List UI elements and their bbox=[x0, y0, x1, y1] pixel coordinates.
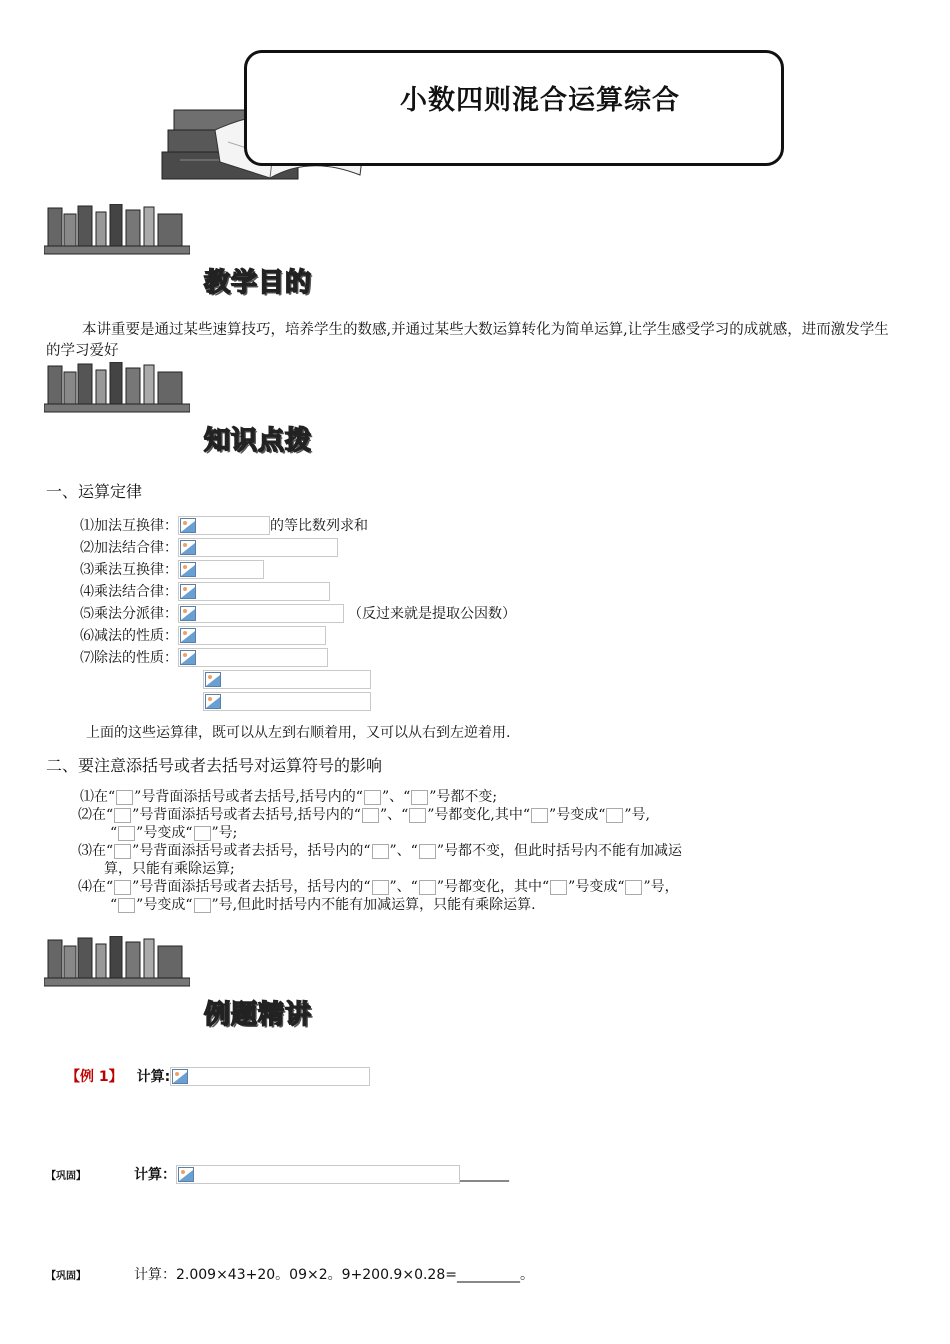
laws-note: 上面的这些运算律，既可以从左到右顺着用，又可以从右到左逆着用. bbox=[86, 725, 511, 741]
example-prompt: 计算: bbox=[136, 1069, 171, 1085]
symbol-image-icon bbox=[194, 826, 211, 841]
symbol-image-icon bbox=[372, 880, 389, 895]
broken-image-icon bbox=[180, 518, 196, 533]
formula-image bbox=[178, 516, 270, 535]
part2-heading: 二、要注意添括号或者去括号对运算符号的影响 bbox=[46, 756, 383, 775]
consolidation-tag: 【巩固】 bbox=[46, 1270, 86, 1282]
symbol-image-icon bbox=[606, 808, 623, 823]
symbol-image-icon bbox=[114, 880, 131, 895]
formula-image bbox=[178, 582, 330, 601]
symbol-image-icon bbox=[114, 808, 131, 823]
rule-4: ⑷在“ ”号背面添括号或者去括号，括号内的“ ”、“ ”号都变化，其中“ ”号变成“ ”号， bbox=[78, 879, 679, 895]
broken-image-icon bbox=[180, 606, 196, 621]
symbol-image-icon bbox=[411, 790, 428, 805]
symbol-image-icon bbox=[550, 880, 567, 895]
shelf-books-icon bbox=[44, 362, 190, 414]
broken-image-icon bbox=[172, 1069, 188, 1084]
law-row: ⑹减法的性质： bbox=[80, 624, 516, 646]
consolidation-tag: 【巩固】 bbox=[46, 1170, 86, 1182]
formula-image bbox=[178, 538, 338, 557]
part1-heading: 一、运算定律 bbox=[46, 482, 143, 501]
formula-image bbox=[176, 1165, 460, 1184]
consolidation-2 bbox=[46, 1264, 534, 1284]
rule-3-cont: 算，只能有乘除运算; bbox=[104, 861, 235, 877]
law-row: ⑺除法的性质： bbox=[80, 646, 516, 668]
formula-image bbox=[178, 626, 326, 645]
law-row: ⑵加法结合律： bbox=[80, 536, 516, 558]
broken-image-icon bbox=[180, 540, 196, 555]
answer-blank[interactable]: _______ bbox=[460, 1166, 509, 1182]
symbol-image-icon bbox=[362, 808, 379, 823]
rule-3: ⑶在“ ”号背面添括号或者去括号，括号内的“ ”、“ ”号都不变，但此时括号内不能有加减运 bbox=[78, 843, 682, 859]
example-1 bbox=[66, 1066, 370, 1086]
section-heading-examples: 例题精讲 bbox=[204, 1000, 313, 1030]
law-row bbox=[80, 668, 516, 690]
symbol-image-icon bbox=[531, 808, 548, 823]
rule-2: ⑵在“ ”号背面添括号或者去括号,括号内的“ ”、“ ”号都变化,其中“ ”号变成“ ”号, bbox=[78, 807, 650, 823]
law-row bbox=[80, 690, 516, 712]
rule-4-cont: “ ”号变成“ ”号,但此时括号内不能有加减运算，只能有乘除运算. bbox=[110, 897, 536, 913]
symbol-image-icon bbox=[409, 808, 426, 823]
section-heading-knowledge: 知识点拨 bbox=[204, 426, 313, 456]
law-row: ⑷乘法结合律： bbox=[80, 580, 516, 602]
consolidation-problem: 计算：2.009×43+20。09×2。9+200.9×0.28=_________。 bbox=[134, 1267, 534, 1283]
law-row: ⑸乘法分派律： （反过来就是提取公因数） bbox=[80, 602, 516, 624]
broken-image-icon bbox=[180, 562, 196, 577]
broken-image-icon bbox=[180, 650, 196, 665]
shelf-books-icon bbox=[44, 936, 190, 988]
law-row: ⑴加法互换律： 的等比数列求和 bbox=[80, 514, 516, 536]
symbol-image-icon bbox=[118, 898, 135, 913]
laws-list bbox=[80, 514, 516, 712]
symbol-image-icon bbox=[419, 880, 436, 895]
page-title: 小数四则混合运算综合 bbox=[400, 85, 680, 116]
consolidation-1 bbox=[46, 1164, 509, 1184]
formula-image bbox=[170, 1067, 370, 1086]
broken-image-icon bbox=[180, 584, 196, 599]
shelf-books-icon bbox=[44, 204, 190, 256]
symbol-image-icon bbox=[118, 826, 135, 841]
symbol-image-icon bbox=[114, 844, 131, 859]
broken-image-icon bbox=[178, 1167, 194, 1182]
goal-paragraph: 本讲重要是通过某些速算技巧，培养学生的数感,并通过某些大数运算转化为简单运算,让学生感受学习的成就感，进而激发学生的学习爱好 bbox=[46, 322, 889, 359]
symbol-image-icon bbox=[194, 898, 211, 913]
law-row: ⑶乘法互换律： bbox=[80, 558, 516, 580]
formula-image bbox=[178, 648, 328, 667]
formula-image bbox=[203, 692, 371, 711]
rule-1: ⑴在“ ”号背面添括号或者去括号,括号内的“ ”、“ ”号都不变; bbox=[80, 789, 498, 805]
formula-image bbox=[178, 560, 264, 579]
broken-image-icon bbox=[205, 694, 221, 709]
symbol-image-icon bbox=[419, 844, 436, 859]
symbol-image-icon bbox=[364, 790, 381, 805]
section-heading-goal: 教学目的 bbox=[204, 268, 313, 298]
formula-image bbox=[203, 670, 371, 689]
bracket-rules bbox=[78, 788, 908, 914]
consolidation-prompt: 计算： bbox=[134, 1167, 176, 1183]
broken-image-icon bbox=[205, 672, 221, 687]
broken-image-icon bbox=[180, 628, 196, 643]
example-tag: 【例 1】 bbox=[66, 1069, 123, 1085]
symbol-image-icon bbox=[116, 790, 133, 805]
rule-2-cont: “ ”号变成“ ”号; bbox=[110, 825, 238, 841]
symbol-image-icon bbox=[625, 880, 642, 895]
formula-image bbox=[178, 604, 344, 623]
symbol-image-icon bbox=[372, 844, 389, 859]
